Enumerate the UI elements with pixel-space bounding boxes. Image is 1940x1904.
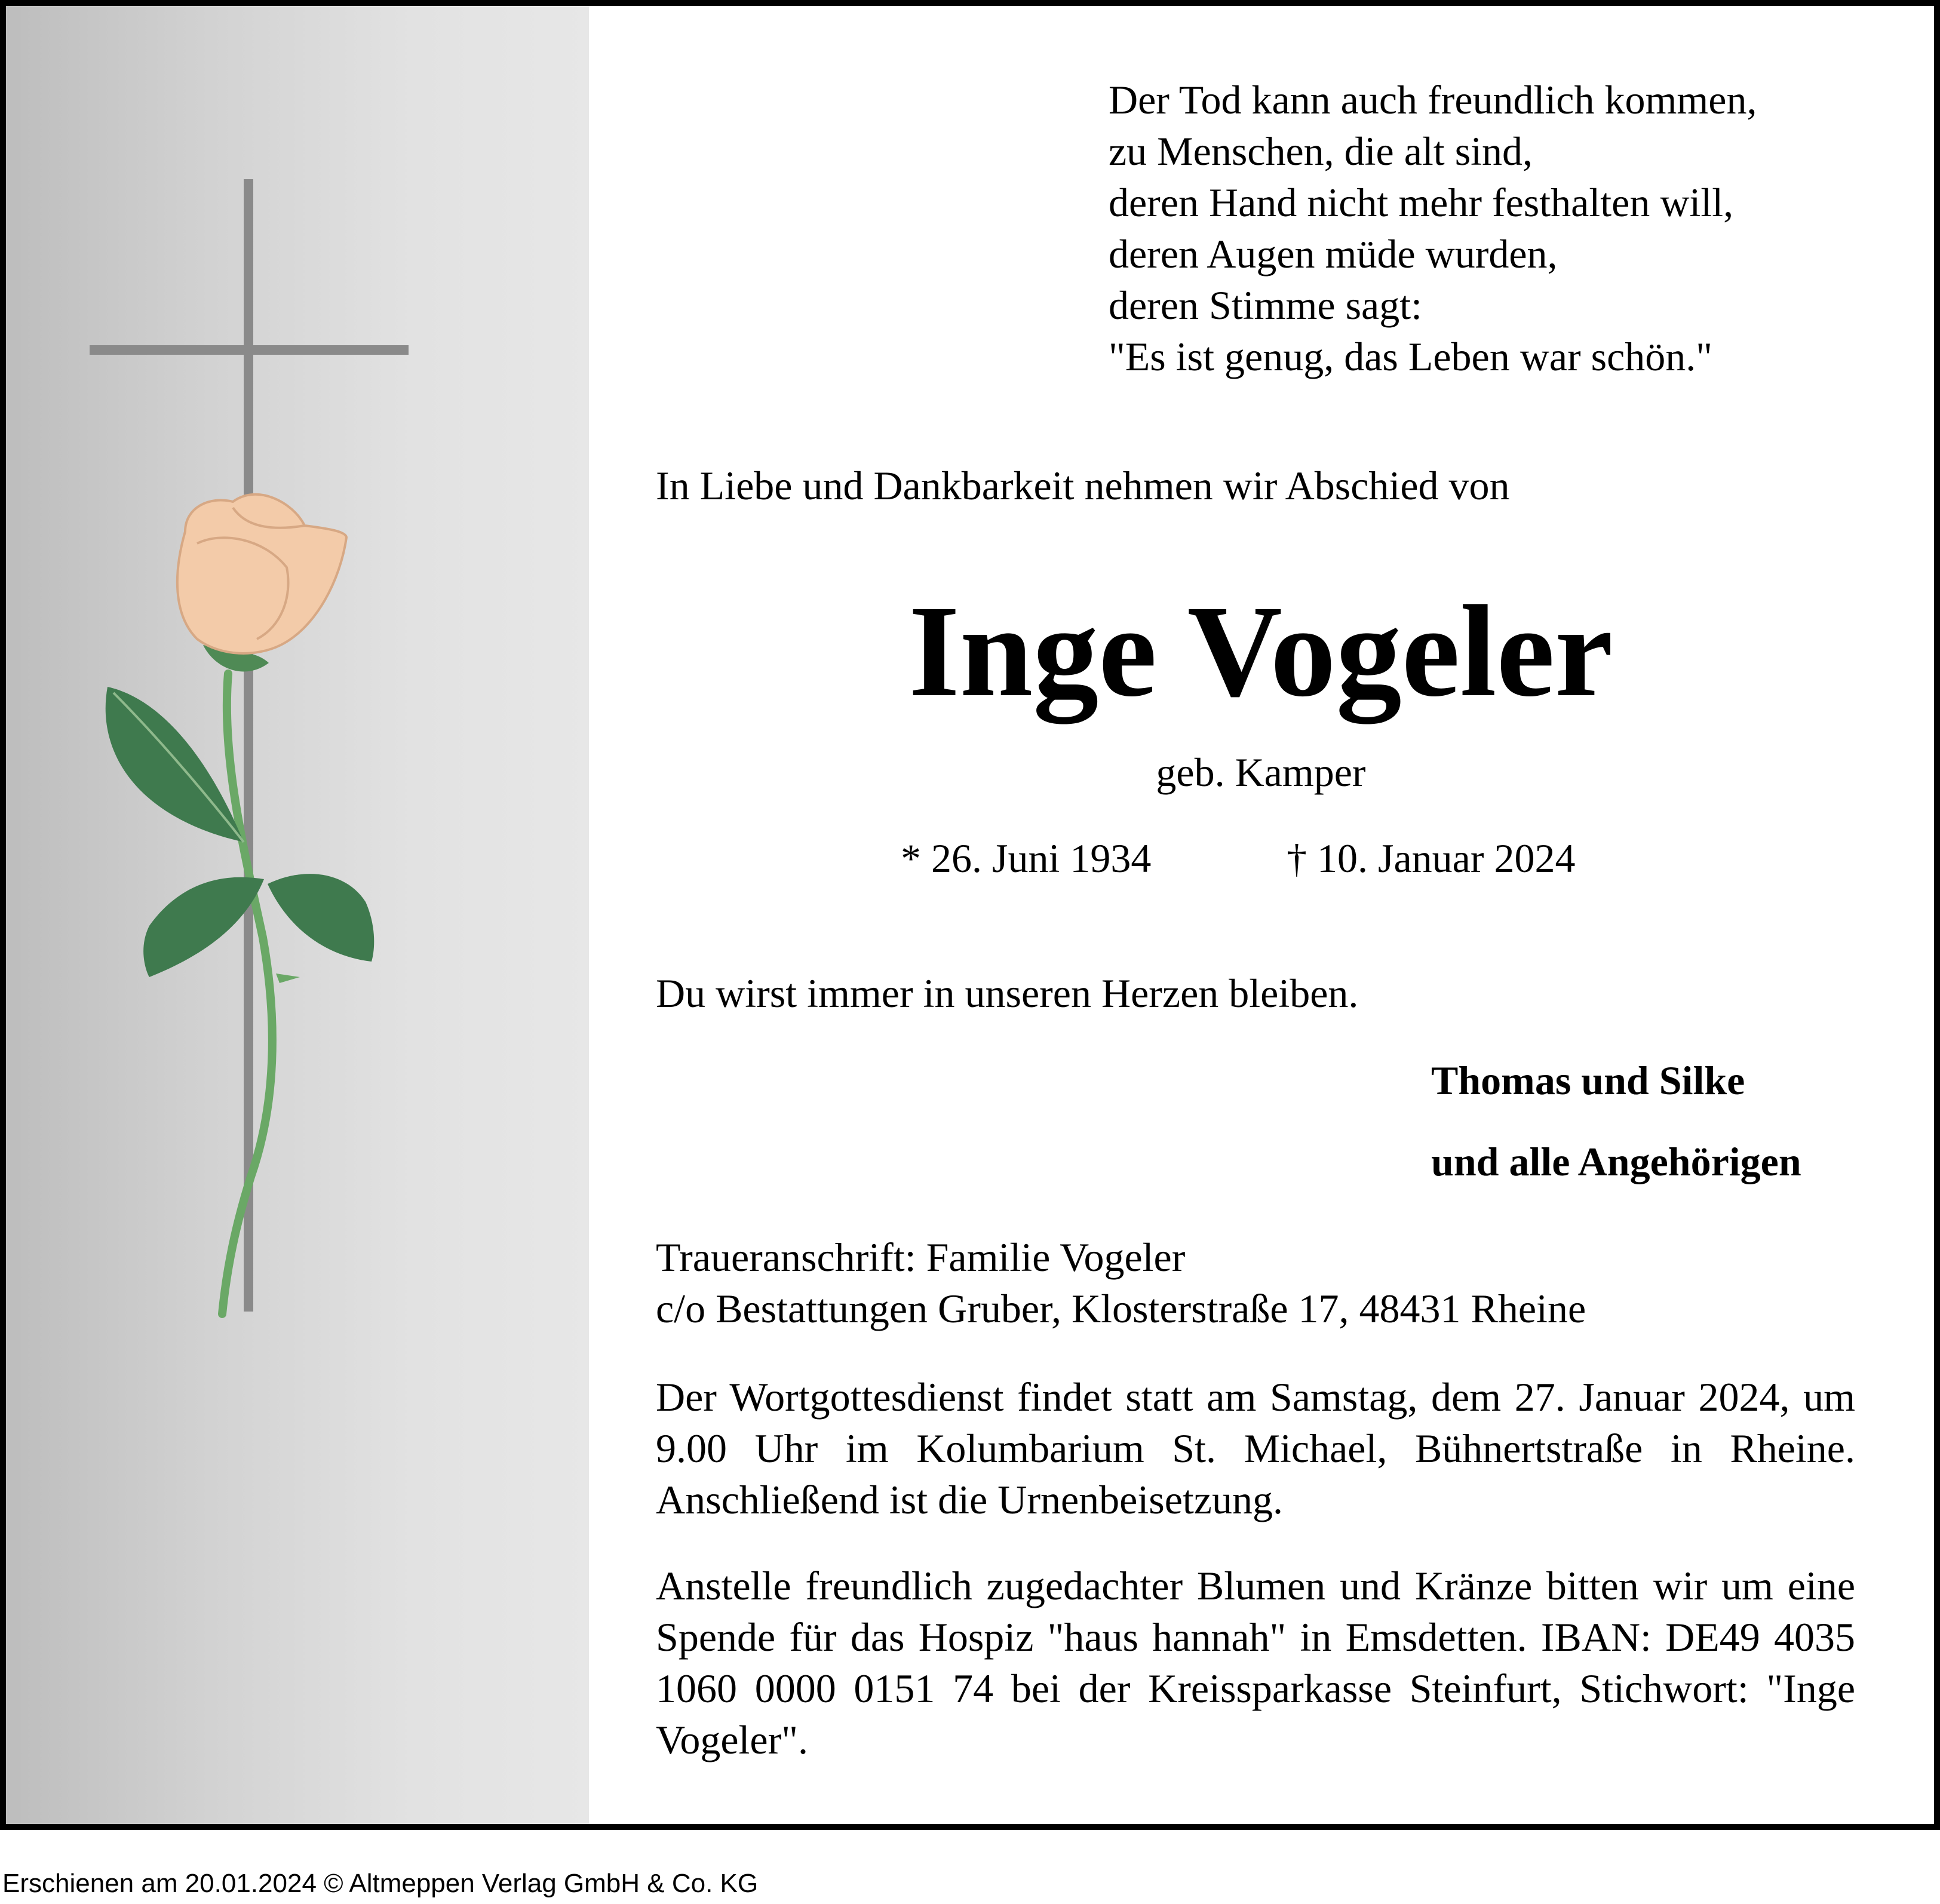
poem-line: zu Menschen, die alt sind, <box>1109 128 1533 174</box>
service-info: Der Wortgottesdienst findet statt am Samstag, dem 27. Januar 2024, um 9.00 Uhr im Kolumbarium St. Michael, Bühnertstraße in Rheine. Anschließend ist die Urnenbeisetzung. <box>656 1374 1855 1522</box>
poem-line: "Es ist genug, das Leben war schön." <box>1109 334 1713 379</box>
rose-bloom <box>177 495 346 653</box>
maiden-name: geb. Kamper <box>1156 750 1366 795</box>
death-date: † 10. Januar 2024 <box>1287 836 1576 881</box>
cross-rose-illustration <box>6 6 589 1824</box>
poem-line: deren Hand nicht mehr festhalten will, <box>1109 180 1734 225</box>
birth-date: * 26. Juni 1934 <box>901 836 1152 881</box>
deceased-name: Inge Vogeler <box>908 578 1613 724</box>
poem <box>1109 74 1757 382</box>
mourning-address <box>656 1232 1855 1334</box>
side-panel <box>6 6 589 1824</box>
rose-thorn <box>276 974 300 983</box>
intro-text: In Liebe und Dankbarkeit nehmen wir Abschied von <box>656 463 1510 508</box>
rose-leaf-right <box>268 874 374 962</box>
address-line-1: Traueranschrift: Familie Vogeler <box>656 1234 1186 1280</box>
farewell-text: Du wirst immer in unseren Herzen bleiben. <box>656 971 1359 1016</box>
cross-horizontal-bar <box>90 345 409 355</box>
poem-line: deren Augen müde wurden, <box>1109 231 1558 277</box>
poem-line: deren Stimme sagt: <box>1109 282 1423 328</box>
mourner-line: Thomas und Silke <box>1431 1058 1745 1103</box>
poem-line: Der Tod kann auch freundlich kommen, <box>1109 77 1757 122</box>
mourner-line: und alle Angehörigen <box>1431 1139 1801 1184</box>
address-line-2: c/o Bestattungen Gruber, Klosterstraße 17, 48431 Rheine <box>656 1286 1586 1331</box>
donation-info: Anstelle freundlich zugedachter Blumen und Kränze bitten wir um eine Spende für das Hospiz "haus hannah" in Emsdetten. IBAN: DE49 4035 1060 0000 0151 74 bei der Kreissparkasse Steinfurt, Stichwort: "Inge Vogeler". <box>656 1563 1855 1762</box>
publication-footer: Erschienen am 20.01.2024 © Altmeppen Verlag GmbH & Co. KG <box>2 1869 759 1898</box>
